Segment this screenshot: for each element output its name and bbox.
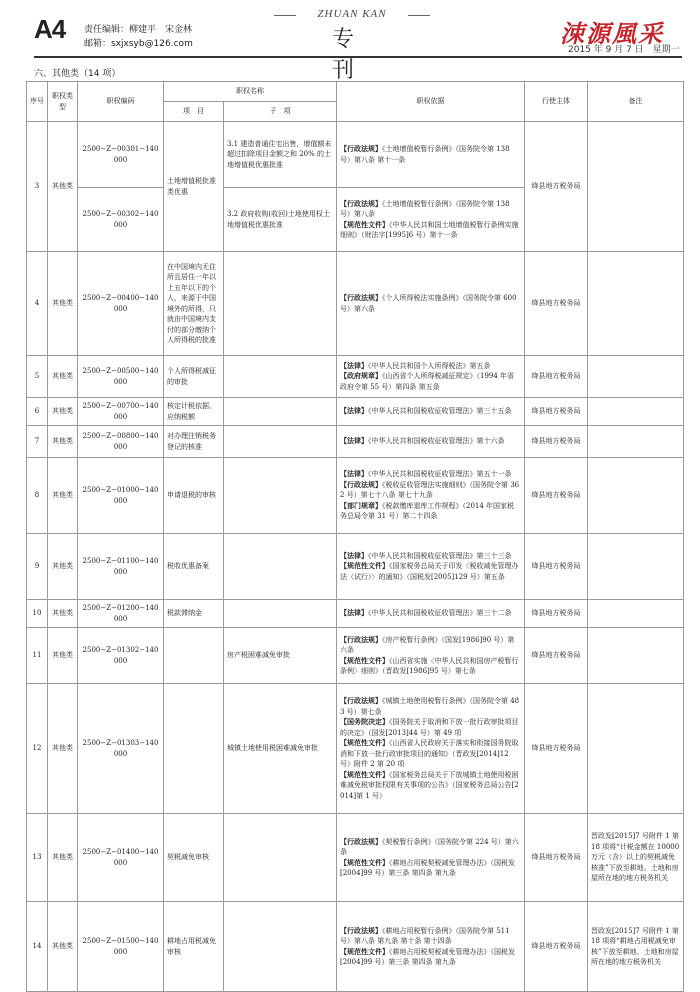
cell-item: 税款滞纳金 (164, 600, 224, 628)
cell-type: 其他类 (48, 252, 78, 356)
cell-basis (337, 684, 525, 814)
cell-seq: 12 (27, 684, 48, 814)
cell-basis (337, 814, 525, 902)
cell-sub (224, 814, 337, 902)
table-row (27, 458, 684, 534)
table-row (27, 426, 684, 458)
cell-remark (588, 426, 684, 458)
cell-type: 其他类 (48, 398, 78, 426)
basis-line: 【法律】《中华人民共和国个人所得税法》第五条 (340, 361, 491, 370)
header-rule (34, 56, 682, 58)
cell-seq: 11 (27, 628, 48, 684)
cell-remark (588, 356, 684, 398)
cell-sub (224, 398, 337, 426)
cell-remark (588, 252, 684, 356)
cell-remark (588, 684, 684, 814)
cell-sub: 3.1 建造普通住宅出售，增值额未超过扣除项目金额之和 20% 的土地增值税优惠批准 (224, 122, 337, 188)
cell-seq: 9 (27, 534, 48, 600)
basis-line: 【规范性文件】《山西省人民政府关于落实和衔接国务院取消和下放一批行政审批项目的通知》（晋政发[2014]12 号）附件 2 第 20 项 (340, 739, 519, 768)
cell-sub (224, 356, 337, 398)
cell-remark (588, 122, 684, 252)
basis-line: 【法律】《中华人民共和国税收征收管理法》第三十五条 (340, 407, 512, 416)
cell-code: 2500−Z−00500−140000 (78, 356, 164, 398)
table-row (27, 684, 684, 814)
cell-subject: 绛县地方税务局 (525, 398, 588, 426)
cell-item: 对办理注销税务登记的核准 (164, 426, 224, 458)
col-remark: 备注 (588, 82, 684, 122)
cell-code: 2500−Z−00302−140000 (78, 188, 164, 252)
table-row (27, 252, 684, 356)
cell-seq: 10 (27, 600, 48, 628)
basis-line: 【规范性文件】《耕地占用税契税减免管理办法》（国税发[2004]99 号）第三条 第四条 第九条 (340, 947, 515, 966)
basis-line: 【部门规章】《税款缴库退库工作规程》（2014 年国家税务总局令第 31 号）第二十四条 (340, 501, 515, 521)
section-title: 专 刊 (331, 27, 413, 83)
col-subject: 行使主体 (525, 82, 588, 122)
cell-seq: 8 (27, 458, 48, 534)
basis-line: 【国务院决定】《国务院关于取消和下放一批行政审批项目的决定》（国发[2013]44 号）第 49 项 (340, 718, 519, 737)
cell-sub (224, 534, 337, 600)
table-row (27, 356, 684, 398)
cell-subject: 绛县地方税务局 (525, 122, 588, 252)
cell-basis (337, 426, 525, 458)
cell-type: 其他类 (48, 600, 78, 628)
newspaper-logo: 涑源風采 (560, 19, 664, 48)
cell-basis (337, 628, 525, 684)
page-number: A4 (34, 14, 66, 44)
section-heading: 六、其他类（14 项） (34, 69, 121, 79)
cell-subject: 绛县地方税务局 (525, 252, 588, 356)
cell-sub (224, 902, 337, 992)
table-row (27, 534, 684, 600)
basis-line: 【行政法规】《个人所得税法实施条例》（国务院令第 600 号）第六条 (340, 294, 517, 313)
cell-type: 其他类 (48, 534, 78, 600)
cell-basis (337, 356, 525, 398)
cell-type: 其他类 (48, 356, 78, 398)
cell-code: 2500−Z−00700−140000 (78, 398, 164, 426)
cell-code: 2500−Z−01303−140000 (78, 684, 164, 814)
cell-item: 土地增值税批准类优惠 (164, 122, 224, 252)
basis-line: 【行政法规】《契税暂行条例》（国务院令第 224 号）第六条 (340, 837, 519, 856)
editors: 责任编辑：柳建平 宋金林 (84, 25, 193, 35)
cell-seq: 7 (27, 426, 48, 458)
cell-remark (588, 398, 684, 426)
cell-subject: 绛县地方税务局 (525, 458, 588, 534)
cell-type: 其他类 (48, 122, 78, 252)
cell-basis (337, 122, 525, 188)
cell-basis (337, 188, 525, 252)
col-code: 职权编码 (78, 82, 164, 122)
cell-remark: 晋政发[2015]7 号附件 1 第 18 项将“耕地占用税减免审核”下放至耕地、土地和房屋所在地的地方税务机关 (588, 902, 684, 992)
cell-item: 核定计税依据、应纳税额 (164, 398, 224, 426)
cell-item: 税收优惠备案 (164, 534, 224, 600)
basis-line: 【政府规章】《山西省个人所得税减征规定》（1994 年省政府令第 55 号）第四条 第五条 (340, 372, 515, 391)
cell-code: 2500−Z−00400−140000 (78, 252, 164, 356)
cell-remark (588, 458, 684, 534)
cell-type: 其他类 (48, 684, 78, 814)
cell-basis (337, 398, 525, 426)
cell-code: 2500−Z−01100−140000 (78, 534, 164, 600)
basis-line: 【规范性文件】《国家税务总局关于印发〈税收减免管理办法（试行）〉的通知》（国税发[2005]129 号）第五条 (340, 562, 519, 581)
basis-line: 【行政法规】《耕地占用税暂行条例》（国务院令第 511 号）第八条 第九条 第十条 第十四条 (340, 926, 510, 945)
cell-subject: 绛县地方税务局 (525, 356, 588, 398)
cell-sub (224, 252, 337, 356)
cell-seq: 3 (27, 122, 48, 252)
cell-type: 其他类 (48, 902, 78, 992)
col-name: 职权名称 (164, 82, 337, 102)
cell-basis (337, 534, 525, 600)
cell-code: 2500−Z−00301−140000 (78, 122, 164, 188)
cell-code: 2500−Z−00800−140000 (78, 426, 164, 458)
cell-remark (588, 600, 684, 628)
cell-subject: 绛县地方税务局 (525, 684, 588, 814)
cell-basis (337, 600, 525, 628)
basis-line: 【规范性文件】《中华人民共和国土地增值税暂行条例实施细则》（财法字[1995]6 号）第十一条 (340, 220, 519, 239)
cell-type: 其他类 (48, 814, 78, 902)
col-type: 职权类型 (48, 82, 78, 122)
basis-line: 【法律】《中华人民共和国税收征收管理法》第五十一条 (340, 470, 512, 479)
col-item: 项 目 (164, 102, 224, 122)
cell-item: 在中国境内无住所且居住一年以上五年以下的个人，来源于中国境外的所得，只就由中国境内支付的部分缴纳个人所得税的批准 (164, 252, 224, 356)
cell-code: 2500−Z−01302−140000 (78, 628, 164, 684)
cell-remark (588, 628, 684, 684)
cell-basis (337, 252, 525, 356)
cell-subject: 绛县地方税务局 (525, 600, 588, 628)
latin-title: ZHUAN KAN (300, 8, 404, 20)
col-basis: 职权依据 (337, 82, 525, 122)
cell-subject: 绛县地方税务局 (525, 902, 588, 992)
cell-sub: 3.2 政府收购(收回)土地使用权土地增值税优惠批准 (224, 188, 337, 252)
cell-remark: 晋政发[2015]7 号附件 1 第 18 项将“计税金额在 10000 万元（含）以上的契税减免核准”下放至耕地、土地和房屋所在地的地方税务机关 (588, 814, 684, 902)
table-row (27, 902, 684, 992)
cell-seq: 6 (27, 398, 48, 426)
table-row (27, 814, 684, 902)
basis-line: 【规范性文件】《耕地占用税契税减免管理办法》（国税发[2004]99 号）第三条 第四条 第九条 (340, 858, 515, 877)
cell-basis (337, 458, 525, 534)
cell-sub (224, 600, 337, 628)
cell-seq: 13 (27, 814, 48, 902)
basis-line: 【法律】《中华人民共和国税收征收管理法》第十六条 (340, 437, 505, 446)
cell-subject: 绛县地方税务局 (525, 628, 588, 684)
cell-code: 2500−Z−01500−140000 (78, 902, 164, 992)
cell-sub (224, 426, 337, 458)
cell-sub: 城镇土地使用税困难减免审批 (224, 684, 337, 814)
email: 邮箱：sxjxsyb@126.com (84, 39, 193, 49)
cell-seq: 4 (27, 252, 48, 356)
cell-item: 个人所得税减征的审批 (164, 356, 224, 398)
cell-sub (224, 458, 337, 534)
col-sub: 子 项 (224, 102, 337, 122)
cell-type: 其他类 (48, 426, 78, 458)
power-list-table (26, 81, 684, 992)
cell-subject: 绛县地方税务局 (525, 534, 588, 600)
issue-date: 2015 年 9 月 7 日 星期一 (568, 45, 680, 55)
cell-item: 申请退税的审核 (164, 458, 224, 534)
table-row (27, 122, 684, 188)
cell-subject: 绛县地方税务局 (525, 814, 588, 902)
basis-line: 【规范性文件】《山西省实施〈中华人民共和国房产税暂行条例〉细则》（晋政发[1986]95 号）第七条 (340, 656, 519, 675)
basis-line: 【行政法规】《城镇土地使用税暂行条例》（国务院令第 483 号）第七条 (340, 697, 520, 716)
cell-code: 2500−Z−01000−140000 (78, 458, 164, 534)
basis-line: 【规范性文件】《国家税务总局关于下放城镇土地使用税困难减免税审批权限有关事项的公告》（国家税务总局公告[2014]第 1 号） (340, 770, 519, 800)
basis-line: 【法律】《中华人民共和国税收征收管理法》第三十二条 (340, 609, 512, 618)
cell-basis (337, 902, 525, 992)
basis-line: 【行政法规】《土地增值税暂行条例》（国务院令第 138 号）第八条 (340, 199, 510, 218)
cell-sub: 房产税困难减免审批 (224, 628, 337, 684)
basis-line: 【行政法规】《土地增值税暂行条例》（国务院令第 138 号）第八条 第十一条 (340, 145, 510, 164)
cell-item: 耕地占用税减免审核 (164, 902, 224, 992)
cell-item: 契税减免审核 (164, 814, 224, 902)
cell-code: 2500−Z−01400−140000 (78, 814, 164, 902)
cell-item (164, 628, 224, 684)
cell-remark (588, 534, 684, 600)
cell-type: 其他类 (48, 628, 78, 684)
cell-seq: 5 (27, 356, 48, 398)
basis-line: 【行政法规】《房产税暂行条例》（国发[1986]90 号）第六条 (340, 635, 515, 654)
cell-seq: 14 (27, 902, 48, 992)
cell-code: 2500−Z−01200−140000 (78, 600, 164, 628)
cell-subject: 绛县地方税务局 (525, 426, 588, 458)
table-row (27, 600, 684, 628)
basis-line: 【法律】《中华人民共和国税收征收管理法》第三十三条 (340, 551, 512, 560)
table-row (27, 398, 684, 426)
basis-line: 【行政法规】《税收征收管理法实施细则》（国务院令第 362 号）第七十八条 第七十九条 (340, 480, 520, 500)
col-seq: 序号 (27, 82, 48, 122)
cell-type: 其他类 (48, 458, 78, 534)
cell-item (164, 684, 224, 814)
table-row (27, 628, 684, 684)
